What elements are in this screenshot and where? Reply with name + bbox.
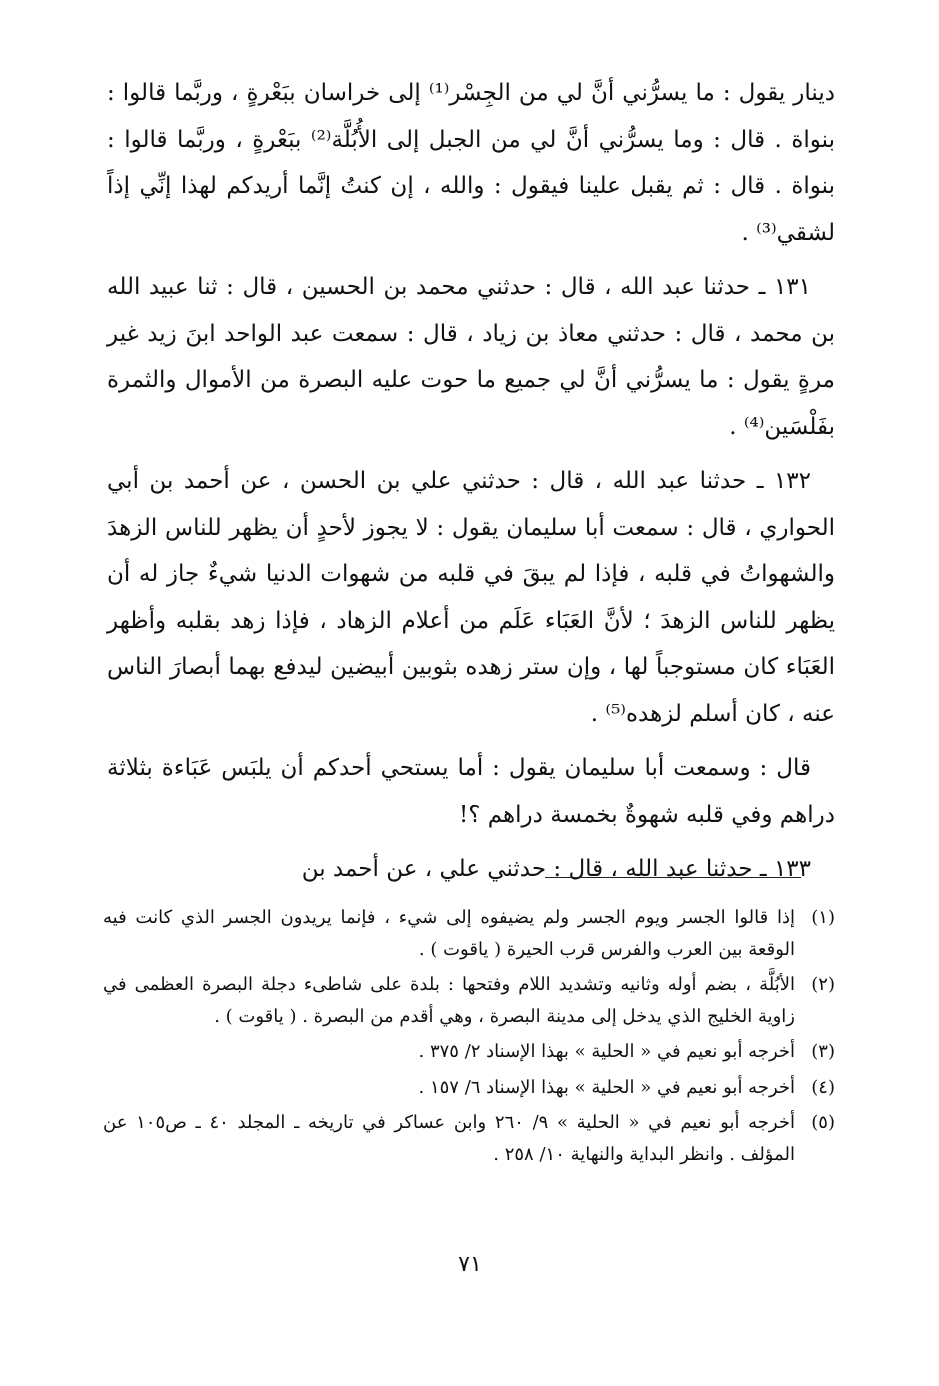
paragraph-quote: قال : وسمعت أبا سليمان يقول : أما يستحي أحدكم أن يلبَس عَبَاءة بثلاثة دراهم وفي قلبه شهوةٌ بخمسة دراهم ؟! bbox=[107, 755, 835, 828]
footnote-text: إذا قالوا الجسر ويوم الجسر ولم يضيفوه إلى شيء ، فإنما يريدون الجسر الذي كانت فيه الوقعة بين العرب والفرس قرب الحيرة ( ياقوت ) . bbox=[103, 907, 795, 960]
footnote-text: الأبُلَّة ، بضم أوله وثانيه وتشديد اللام وفتحها : بلدة على شاطىء دجلة البصرة العظمى في زاوية الخليج الذي يدخل إلى مدينة البصرة ، وهي أقدم من البصرة . ( ياقوت ) . bbox=[103, 974, 795, 1027]
footnote-text: أخرجه أبو نعيم في « الحلية » بهذا الإسناد ٦/ ١٥٧ . bbox=[418, 1076, 795, 1098]
footnote-number: (٣) bbox=[811, 1041, 835, 1062]
footnote-item bbox=[103, 969, 835, 1032]
paragraph-132: ١٣٢ ـ حدثنا عبد الله ، قال : حدثني علي بن الحسن ، عن أحمد بن أبي الحواري ، قال : سمعت أبا سليمان يقول : لا يجوز لأحدٍ أن يظهر للناس الزهدَ والشهواتُ في قلبه ، فإذا لم يبقَ في قلبه من شهوات الدنيا شيءٌ جاز له أن يظهر للناس الزهدَ ؛ لأنَّ العَبَاء عَلَم من أعلام الزهاد ، فإذا زهد بقلبه وأظهر العَبَاء كان مستوجباً لها ، وإن ستر زهده بثوبين أبيضين ليدفع بهما أبصارَ الناس عنه ، كان أسلم لزهده⁽⁵⁾ . bbox=[107, 468, 835, 727]
footnote-text: أخرجه أبو نعيم في « الحلية » بهذا الإسناد ٢/ ٣٧٥ . bbox=[418, 1041, 795, 1062]
footnote-text: أخرجه أبو نعيم في « الحلية » ٩/ ٢٦٠ وابن عساكر في تاريخه ـ المجلد ٤٠ ـ ص١٠٥ عن المؤلف . وانظر البداية والنهاية ١٠/ ٢٥٨ . bbox=[103, 1112, 795, 1165]
page-number: ٧١ bbox=[458, 1252, 482, 1277]
footnote-number: (٤) bbox=[811, 1076, 835, 1098]
footnote-number: (١) bbox=[811, 907, 835, 928]
paragraph-131: ١٣١ ـ حدثنا عبد الله ، قال : حدثني محمد بن الحسين ، قال : ثنا عبيد الله بن محمد ، قال : حدثني معاذ بن زياد ، قال : سمعت عبد الواحد ابنَ زيد غير مرةٍ يقول : ما يسرُّني أنَّ لي جميع ما حوت عليه البصرة من الأموال والثمرة بفَلْسَين⁽⁴⁾ . bbox=[107, 274, 835, 440]
footnote-item bbox=[103, 1036, 835, 1068]
paragraph-133: ١٣٣ ـ حدثنا عبد الله ، قال : حدثني علي ، عن أحمد بن bbox=[301, 856, 811, 882]
footnote-item bbox=[103, 902, 835, 965]
footnotes bbox=[103, 902, 835, 1174]
main-text bbox=[107, 70, 835, 901]
footnote-item bbox=[103, 1107, 835, 1170]
footnote-number: (٢) bbox=[811, 974, 835, 995]
footnote-number: (٥) bbox=[811, 1112, 835, 1133]
paragraph-continuation: دينار يقول : ما يسرُّني أنَّ لي من الجِسْر⁽¹⁾ إلى خراسان ببَعْرةٍ ، وربَّما قالوا : بنواة . قال : وما يسرُّني أنَّ لي من الجبل إلى الأُبُلَّة⁽²⁾ ببَعْرةٍ ، وربَّما قالوا : بنواة . قال : ثم يقبل علينا فيقول : والله ، إن كنتُ إنَّما أريدكم لهذا إنِّي إذاً لشقي⁽³⁾ . bbox=[107, 80, 835, 246]
footnote-divider bbox=[545, 877, 801, 878]
footnote-item bbox=[103, 1072, 835, 1104]
